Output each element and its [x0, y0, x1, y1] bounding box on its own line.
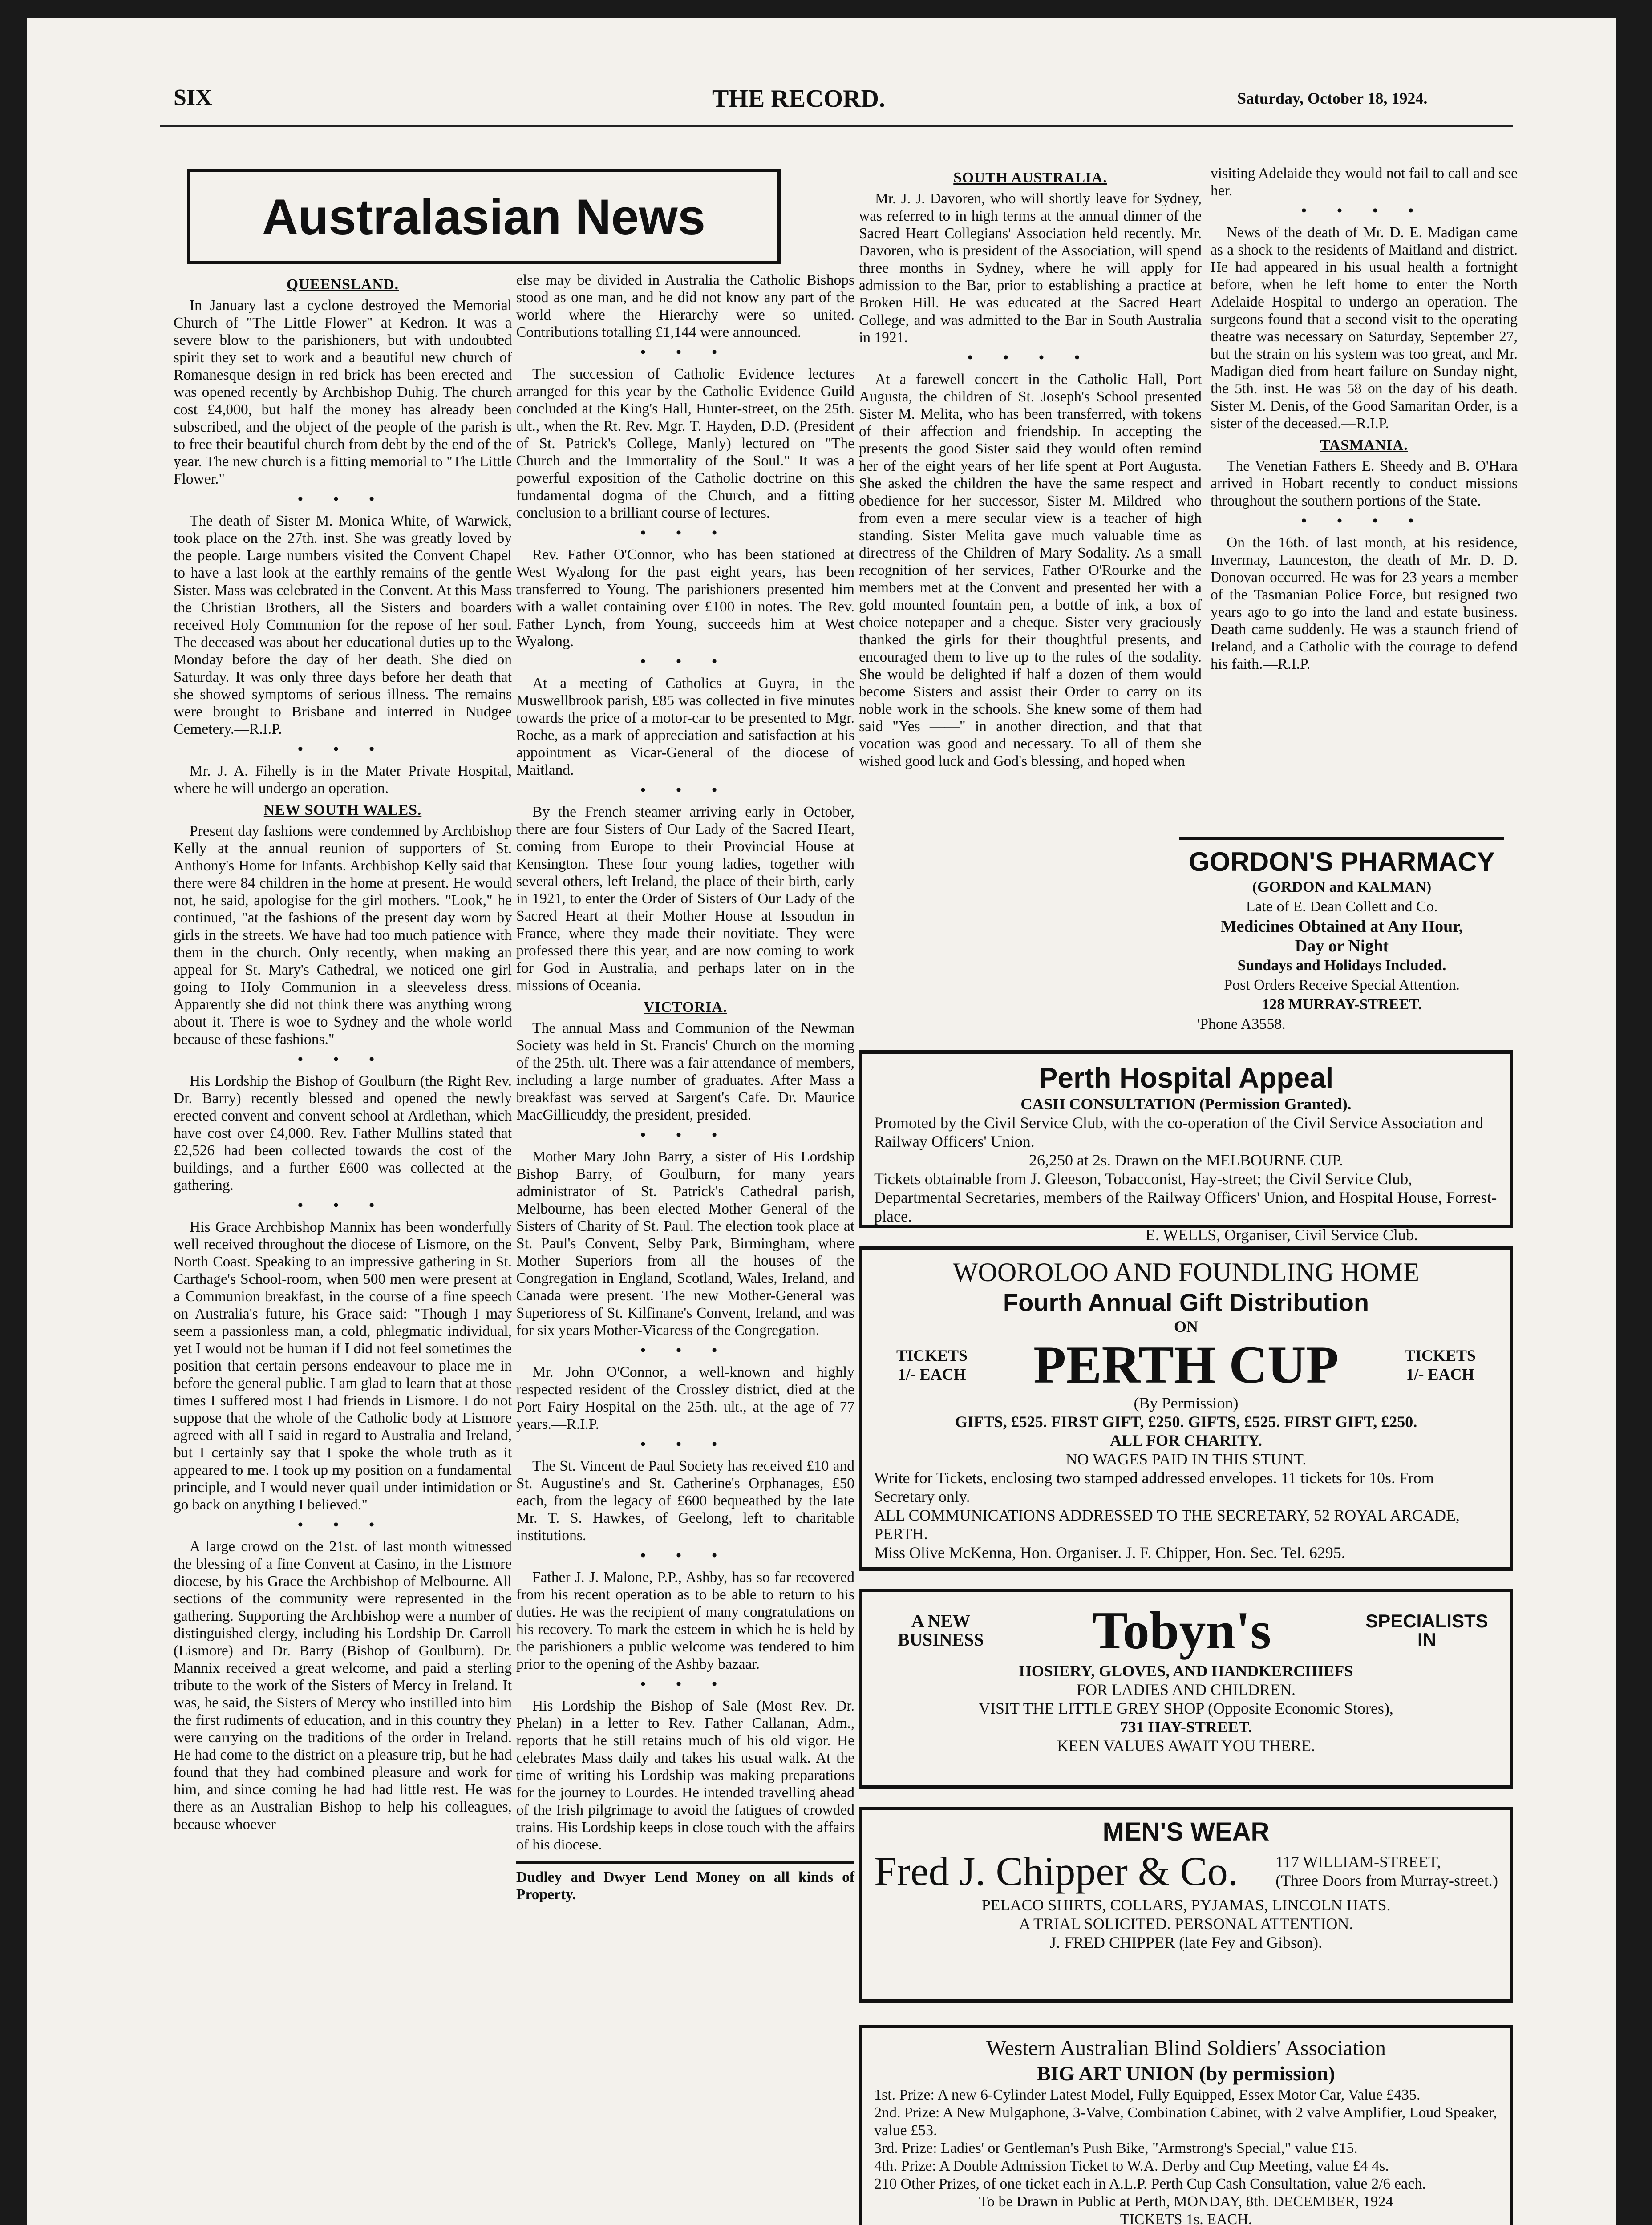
separator-dots: • • • — [298, 1051, 388, 1068]
separator-dots: • • • — [640, 1342, 730, 1359]
newspaper-title: THE RECORD. — [712, 85, 885, 113]
perth-hospital-appeal-ad — [859, 1050, 1513, 1244]
perth-cup-headline: PERTH CUP — [1033, 1335, 1339, 1394]
column-4 — [1211, 165, 1518, 832]
wooroloo-gift-ad — [859, 1246, 1513, 1571]
ad-subtitle: (GORDON and KALMAN) — [1252, 879, 1432, 895]
prize-line: 1st. Prize: A new 6-Cylinder Latest Model, Fully Equipped, Essex Motor Car, Value £435. — [874, 2087, 1421, 2103]
blind-soldiers-art-union-ad — [859, 2025, 1513, 2225]
article-paragraph: A large crowd on the 21st. of last month witnessed the blessing of a fine Convent at Casino, in the Lismore diocese, by his Grace the Archbishop of Melbourne. All sections of the community were represented in the gathering. Supporting the Archbishop were a number of distinguished clergy, including his Lordship Dr. Carroll (Lismore) and Dr. Barry (Bishop of Goulburn). Dr. Mannix received a great welcome, and paid a sterling tribute to the work of the Sisters of Mercy in Ireland. It was, he said, the Sisters of Mercy who instilled into him the first rudiments of education, and in this country they were carrying on the traditions of the order in Ireland. He had come to the district on a pleasure trip, but he had found that they had combined pleasure and work for him, and since coming he had had little rest. He was there as an Australian Bishop to help his colleagues, because whoever — [174, 1538, 512, 1833]
separator-dots: • • • — [640, 782, 730, 798]
article-paragraph: The Venetian Fathers E. Sheedy and B. O'Hara arrived in Hobart recently to conduct missions throughout the southern portions of the State. — [1211, 458, 1518, 509]
ad-line: GIFTS, £525. FIRST GIFT, £250. GIFTS, £525. FIRST GIFT, £250. — [955, 1413, 1417, 1431]
ad-subtitle: CASH CONSULTATION (Permission Granted). — [1020, 1095, 1352, 1113]
ad-line: A TRIAL SOLICITED. PERSONAL ATTENTION. — [1019, 1915, 1353, 1933]
ad-line: 731 HAY-STREET. — [1120, 1718, 1252, 1736]
separator-dots: • • • — [640, 1676, 730, 1692]
section-banner — [187, 169, 781, 264]
ad-line: J. FRED CHIPPER (late Fey and Gibson). — [1050, 1934, 1322, 1951]
ad-title: WOOROLOO AND FOUNDLING HOME — [952, 1258, 1420, 1287]
ad-tag-right: SPECIALISTS IN — [1365, 1610, 1488, 1650]
ad-line: NO WAGES PAID IN THIS STUNT. — [1065, 1450, 1307, 1468]
tickets-label: TICKETS — [896, 1347, 968, 1364]
article-paragraph: The annual Mass and Communion of the Newman Society was held in St. Francis' Church on the morning of the 25th. ult. There was a fair attendance of members, including a large number of graduates. After Mass a breakfast was served at Sargent's Cafe. Dr. Maurice MacGillicuddy, the president, presided. — [516, 1020, 854, 1123]
ad-line: Post Orders Receive Special Attention. — [1224, 977, 1460, 993]
ad-line: HOSIERY, GLOVES, AND HANDKERCHIEFS — [1019, 1662, 1353, 1680]
separator-dots: • • • • — [1301, 202, 1427, 219]
article-paragraph: else may be divided in Australia the Catholic Bishops stood as one man, and he did not know any part of the world where the Hierarchy were so united. Contributions totalling £1,144 were announced. — [516, 272, 854, 340]
ad-title: Perth Hospital Appeal — [1038, 1062, 1334, 1094]
separator-dots: • • • — [640, 344, 730, 360]
heading-south-australia: SOUTH AUSTRALIA. — [953, 170, 1107, 186]
tickets-price: 1/- EACH — [1406, 1365, 1474, 1383]
separator-dots: • • • — [640, 525, 730, 541]
article-paragraph: Mr. J. J. Davoren, who will shortly leave for Sydney, was referred to in high terms at the annual dinner of the Sacred Heart Collegians' Association held recently. Mr. Davoren, who is president of the Association, will spend three months in Sydney, where he will apply for admission to the Bar, prior to establishing a practice at Broken Hill. He was educated at the Sacred Heart College, and was admitted to the Bar in South Australia in 1921. — [859, 190, 1202, 346]
separator-dots: • • • — [298, 491, 388, 507]
article-paragraph: News of the death of Mr. D. E. Madigan came as a shock to the residents of Maitland and district. He had appeared in his usual health a fortnight before, when he left home to enter the North Adelaide Hospital to undergo an operation. The surgeons found that a second visit to the operating theatre was necessary on Saturday, September 27, but the strain on his system was too great, and Mr. Madigan died from heart failure on Sunday night, the 5th. inst. He was 58 on the day of his death. Sister M. Denis, of the Good Samaritan Order, is a sister of the deceased.—R.I.P. — [1211, 224, 1518, 432]
ad-title: GORDON'S PHARMACY — [1179, 837, 1504, 878]
ad-line: (By Permission) — [1134, 1394, 1239, 1412]
separator-dots: • • • — [298, 1517, 388, 1533]
prize-line: 2nd. Prize: A New Mulgaphone, 3-Valve, Combination Cabinet, with 2 valve Amplifier, Loud Speaker, value £53. — [874, 2104, 1497, 2139]
article-paragraph: Father J. J. Malone, P.P., Ashby, has so far recovered from his recent operation as to be able to return to his duties. He was the recipient of many congratulations on his recovery. To mark the esteem in which he is held by the parishioners a public welcome was tendered to him prior to the opening of the Ashby bazaar. — [516, 1569, 854, 1672]
article-paragraph: His Grace Archbishop Mannix has been wonderfully well received throughout the diocese of Lismore, on the North Coast. Speaking to an impressive gathering in St. Carthage's School-room, when 500 men were present at a Communion breakfast, in the course of a fine speech on Australia's future, his Grace said: "Though I may seem a passionless man, a cold, phlegmatic individual, yet I would not be human if I did not feel sometimes the position that certain persons endeavour to place me in before the general public. I am glad to learn that at those times I suffered most I had friends in Lismore. I do not suppose that the whole of the Catholic body at Lismore agreed with all I said in regard to Australia and Ireland, but I certainly say that I spoke the whole truth as it appeared to me. I took up my position on a fundamental principle, and I would never quail under intimidation or go back on anything I believed." — [174, 1219, 512, 1513]
separator-dots: • • • — [640, 1127, 730, 1143]
ad-line: Medicines Obtained at Any Hour, — [1220, 917, 1463, 936]
dudley-dwyer-notice: Dudley and Dwyer Lend Money on all kinds of Property. — [516, 1861, 854, 1903]
article-paragraph: Rev. Father O'Connor, who has been stationed at West Wyalong for the past eight years, has been transferred to Young. The parishioners presented him with a wallet containing over £100 in notes. The Rev. Father Lynch, from Young, succeeds him at West Wyalong. — [516, 546, 854, 650]
gordons-pharmacy-ad — [1179, 837, 1504, 1034]
article-paragraph: The succession of Catholic Evidence lectures arranged for this year by the Catholic Evidence Guild concluded at the King's Hall, Hunter-street, on the 25th. ult., when the Rt. Rev. Mgr. T. Hayden, D.D. (President of St. Patrick's College, Manly) lectured on "The Church and the Immortality of the Soul." It was a powerful exposition of the Catholic doctrine on this fundamental dogma of the Church, and a fitting conclusion to a brilliant course of lectures. — [516, 366, 854, 521]
column-3 — [859, 165, 1202, 1037]
ad-line: 128 MURRAY-STREET. — [1262, 996, 1422, 1013]
separator-dots: • • • — [640, 653, 730, 670]
heading-nsw: NEW SOUTH WALES. — [263, 802, 422, 818]
separator-dots: • • • • — [1301, 513, 1427, 529]
issue-date: Saturday, October 18, 1924. — [1237, 89, 1428, 107]
ad-line: Promoted by the Civil Service Club, with the co-operation of the Civil Service Association and Railway Officers' Union. — [874, 1114, 1483, 1150]
article-paragraph: At a farewell concert in the Catholic Hall, Port Augusta, the children of St. Joseph's School presented Sister M. Melita, who has been transferred, with tokens of their affection and friendship. In accepting the presents the good Sister said they would often remind her of the eight years of her life spent at Port Augusta. She asked the children the have the same respect and obedience for her successor, Sister M. Mildred—who from even a mere secular view is a teacher of high standing. Sister Melita gave much valuable time as directress of the Children of Mary Sodality. As a small recognition of her services, Father O'Rourke and the members met at the Convent and presented her with a gold mounted fountain pen, a bottle of ink, a box of choice notepaper and a cheque. Sister very graciously thanked the girls for their thoughtful presents, and encouraged them to live up to the rules of the sodality. She would be delighted if half a dozen of them would become Sisters and assist their Order to carry on its noble work in the schools. She knew some of them had said "Yes ——" in another direction, and that that vocation was good and necessary. To all of them she wished good luck and God's blessing, and hoped when — [859, 371, 1202, 769]
heading-queensland: QUEENSLAND. — [286, 276, 399, 293]
chipper-mens-wear-ad — [859, 1807, 1513, 2002]
section-banner-text: Australasian News — [262, 189, 705, 245]
ad-line: ALL COMMUNICATIONS ADDRESSED TO THE SECRETARY, 52 ROYAL ARCADE, PERTH. — [874, 1506, 1460, 1543]
tickets-right — [1382, 1346, 1498, 1384]
article-paragraph: Mr. John O'Connor, a well-known and highly respected resident of the Crossley district, died at the Port Fairy Hospital on the 25th. ult., at the age of 77 years.—R.I.P. — [516, 1364, 854, 1432]
chipper-address — [1275, 1853, 1498, 1890]
tickets-label: TICKETS — [1404, 1347, 1476, 1364]
article-paragraph: Mr. J. A. Fihelly is in the Mater Private Hospital, where he will undergo an operation. — [174, 763, 512, 797]
prize-line: 3rd. Prize: Ladies' or Gentleman's Push Bike, "Armstrong's Special," value £15. — [874, 2140, 1358, 2156]
ad-line: E. WELLS, Organiser, Civil Service Club. — [1145, 1226, 1418, 1244]
separator-dots: • • • — [640, 1436, 730, 1452]
ad-title: MEN'S WEAR — [1102, 1817, 1270, 1846]
separator-dots: • • • — [640, 1547, 730, 1564]
article-paragraph: In January last a cyclone destroyed the Memorial Church of "The Little Flower" at Kedron. It was a severe blow to the parishioners, but with undoubted spirit they set to work and a beautiful new church of Romanesque design in red brick has been erected and was opened recently by Archbishop Duhig. The church cost £4,000, but half the money has already been subscribed, and the object of the people of the parish is to free their beautiful church from debt by the end of the year. The new church is a fitting memorial to "The Little Flower." — [174, 297, 512, 487]
heading-tasmania: TASMANIA. — [1320, 437, 1408, 453]
ad-line: Day or Night — [1295, 937, 1389, 955]
ad-line: 26,250 at 2s. Drawn on the MELBOURNE CUP. — [1029, 1151, 1343, 1169]
ad-subtitle: Fourth Annual Gift Distribution — [1003, 1288, 1369, 1316]
ad-subtitle: BIG ART UNION (by permission) — [1037, 2062, 1335, 2085]
article-paragraph: Present day fashions were condemned by Archbishop Kelly at the annual reunion of supporters of St. Anthony's Home for Infants. Archbishop Kelly said that there were 84 children in the home at present. He would not, he said, apologise for the girl mothers. "Look," he continued, "at the fashions of the present day worn by girls in the streets. We have had too much patience with them in the church. Only recently, when making an appeal for St. Mary's Cathedral, we noticed one girl going to Holy Communion in a sleeveless dress. Apparently she did not think there was anything wrong about it. There is woe to Sydney and the whole world because of these fashions." — [174, 823, 512, 1048]
article-paragraph: On the 16th. of last month, at his residence, Invermay, Launceston, the death of Mr. D. D. Donovan occurred. He was for 23 years a member of the Tasmanian Police Force, but resigned two years ago to go into the land and estate business. Death came suddenly. He was a staunch friend of Ireland, and a Catholic with the courage to defend his faith.—R.I.P. — [1211, 534, 1518, 672]
article-paragraph: visiting Adelaide they would not fail to call and see her. — [1211, 165, 1518, 199]
prize-line: 210 Other Prizes, of one ticket each in A.L.P. Perth Cup Cash Consultation, value 2/6 each. — [874, 2176, 1426, 2192]
heading-victoria: VICTORIA. — [643, 999, 727, 1015]
tobyns-name: Tobyn's — [1092, 1601, 1271, 1660]
tickets-left — [874, 1346, 990, 1384]
ad-line: Late of E. Dean Collett and Co. — [1246, 898, 1438, 915]
ad-line: PELACO SHIRTS, COLLARS, PYJAMAS, LINCOLN HATS. — [981, 1896, 1391, 1914]
column-1 — [174, 271, 512, 2225]
masthead-rule — [160, 125, 1513, 127]
article-paragraph: The death of Sister M. Monica White, of Warwick, took place on the 27th. inst. She was greatly loved by the people. Large numbers visited the Convent Chapel to have a last look at the earthly remains of the gentle Sister. Mass was celebrated in the Convent. At this Mass the Christian Brothers, all the Sisters and boarders received Holy Communion for the repose of her soul. The deceased was about her educational duties up to the Monday before the day of her death. She died on Saturday. It was only three days before her death that she showed symptoms of serious illness. The remains were brought to Brisbane and interred in Nudgee Cemetery.—R.I.P. — [174, 513, 512, 737]
article-paragraph: His Lordship the Bishop of Sale (Most Rev. Dr. Phelan) in a letter to Rev. Father Callanan, Adm., reports that he still retains much of his old vigor. He celebrates Mass daily and takes his usual walk. At the time of writing his Lordship was making preparations for the journey to Lourdes. He intended travelling ahead of the Irish pilgrimage to avoid the fatigues of crowded trains. His Lordship keeps in close touch with the affairs of his diocese. — [516, 1698, 854, 1853]
ad-line: FOR LADIES AND CHILDREN. — [1076, 1681, 1296, 1699]
ad-line: Miss Olive McKenna, Hon. Organiser. J. F. Chipper, Hon. Sec. Tel. 6295. — [874, 1544, 1345, 1562]
ad-line: Sundays and Holidays Included. — [1237, 957, 1446, 974]
article-paragraph: At a meeting of Catholics at Guyra, in the Muswellbrook parish, £85 was collected in five minutes towards the price of a motor-car to be presented to Mgr. Roche, as a mark of appreciation and satisfaction at his appointment as Vicar-General of the diocese of Maitland. — [516, 675, 854, 778]
ad-line: VISIT THE LITTLE GREY SHOP (Opposite Economic Stores), — [979, 1699, 1393, 1717]
ad-line: ALL FOR CHARITY. — [1110, 1432, 1262, 1449]
article-paragraph: By the French steamer arriving early in October, there are four Sisters of Our Lady of the Sacred Heart, coming from Europe to their Provincial House at Kensington. These four young ladies, together with several others, left Ireland, the place of their birth, early in 1921, to enter the Order of Sisters of Our Lady of the Sacred Heart at their Mother House at Issoudun in France, where they made their novitiate. They were professed there this year, and are now coming to work for God in Australia, and perhaps later on in the missions of Oceania. — [516, 804, 854, 994]
address-line: (Three Doors from Murray-street.) — [1275, 1872, 1498, 1889]
ad-line: ON — [1174, 1318, 1198, 1335]
address-line: 117 WILLIAM-STREET, — [1275, 1853, 1441, 1871]
ad-line: Tickets obtainable from J. Gleeson, Tobacconist, Hay-street; the Civil Service Club, Departmental Secretaries, members of the Railway Officers' Union, and Hospital House, Forrest-place. — [874, 1170, 1497, 1225]
separator-dots: • • • — [298, 741, 388, 757]
prize-line: 4th. Prize: A Double Admission Ticket to W.A. Derby and Cup Meeting, value £4 4s. — [874, 2158, 1389, 2174]
ad-line: TICKETS 1s. EACH. — [1120, 2211, 1252, 2225]
page-number: SIX — [174, 85, 212, 110]
ad-line: Write for Tickets, enclosing two stamped addressed envelopes. 11 tickets for 10s. From Secretary only. — [874, 1469, 1434, 1505]
ad-line: KEEN VALUES AWAIT YOU THERE. — [1057, 1737, 1316, 1755]
column-2 — [516, 271, 854, 2225]
ad-line: 'Phone A3558. — [1197, 1016, 1286, 1032]
chipper-name: Fred J. Chipper & Co. — [874, 1849, 1238, 1894]
article-paragraph: His Lordship the Bishop of Goulburn (the Right Rev. Dr. Barry) recently blessed and opened the newly erected convent and convent school at Ardlethan, which have cost over £4,000. Rev. Father Mullins stated that £2,526 had been collected towards the cost of the buildings, and a further £600 was collected at the gathering. — [174, 1073, 512, 1193]
newspaper-page — [27, 18, 1616, 2225]
article-paragraph: The St. Vincent de Paul Society has received £10 and St. Augustine's and St. Catherine's Orphanages, £50 each, from the legacy of £600 bequeathed by the late Mr. T. S. Hawkes, of Geelong, left to charitable institutions. — [516, 1458, 854, 1544]
separator-dots: • • • • — [967, 349, 1093, 366]
ad-title: Western Australian Blind Soldiers' Association — [986, 2036, 1386, 2060]
article-paragraph: Mother Mary John Barry, a sister of His Lordship Bishop Barry, of Goulburn, for many years administrator of St. Patrick's Cathedral parish, Melbourne, has been elected Mother General of the Sisters of Charity of St. Paul. The election took place at St. Paul's Convent, Selby Park, Birmingham, where Mother Superiors from all the houses of the Congregation in England, Scotland, Wales, Ireland, and Canada were present. The new Mother-General was Superioress of St. Kilfinane's Convent, Ireland, and was for six years Mother-Vicaress of the Congregation. — [516, 1149, 854, 1339]
tickets-price: 1/- EACH — [898, 1365, 966, 1383]
ad-line: To be Drawn in Public at Perth, MONDAY, 8th. DECEMBER, 1924 — [979, 2193, 1393, 2210]
separator-dots: • • • — [298, 1197, 388, 1214]
tobyns-ad — [859, 1589, 1513, 1789]
ad-tag-left: A NEW BUSINESS — [898, 1611, 984, 1650]
